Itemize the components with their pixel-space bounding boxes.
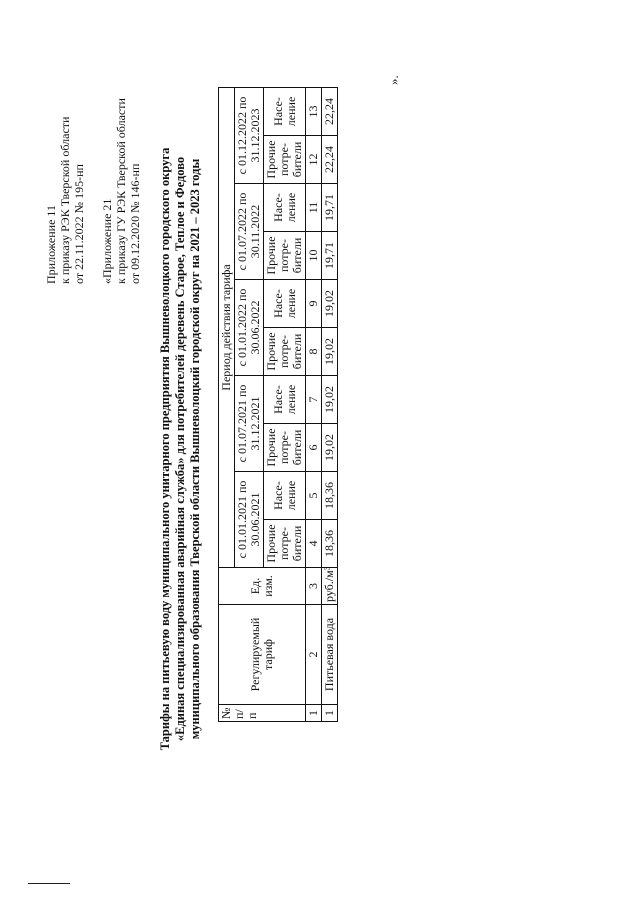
period-4: с 01.07.2022 по 30.11.2022 xyxy=(235,184,264,280)
period-1: с 01.01.2021 по 30.06.2021 xyxy=(235,472,264,568)
document-title xyxy=(158,0,203,898)
col-num-6: 6 xyxy=(306,424,322,472)
sub-other-2: Прочие потре-бители xyxy=(264,424,306,472)
closing-quote: ». xyxy=(386,75,401,85)
col-num-9: 9 xyxy=(306,280,322,328)
sub-other-4: Прочие потре-бители xyxy=(264,232,306,280)
col-num-1: 1 xyxy=(306,705,322,722)
col-num-13: 13 xyxy=(306,87,322,135)
sub-population-3: Насе-ление xyxy=(264,280,306,328)
col-num-11: 11 xyxy=(306,184,322,232)
row-tariff: Питьевая вода xyxy=(322,605,338,705)
value-3: 19,02 xyxy=(322,424,338,472)
header-no: № п/п xyxy=(219,705,306,722)
appendix-11-line1: Приложение 11 xyxy=(44,205,58,284)
col-num-8: 8 xyxy=(306,328,322,376)
sub-population-4: Насе-ление xyxy=(264,184,306,232)
title-line3: муниципального образования Тверской области Вышневолоцкий городской округ на 2021 – 2023 годы xyxy=(188,158,202,740)
appendix-11-header xyxy=(44,117,86,284)
value-8: 19,71 xyxy=(322,184,338,232)
value-4: 19,02 xyxy=(322,376,338,424)
appendix-11-line3: от 22.11.2022 № 195-нп xyxy=(72,164,86,284)
sub-population-5: Насе-ление xyxy=(264,87,306,135)
value-6: 19,02 xyxy=(322,280,338,328)
period-2: с 01.07.2021 по 31.12.2021 xyxy=(235,376,264,472)
value-9: 22,24 xyxy=(322,136,338,184)
col-num-7: 7 xyxy=(306,376,322,424)
appendix-11-line2: к приказу РЭК Тверской области xyxy=(58,116,72,284)
sub-population-1: Насе-ление xyxy=(264,472,306,520)
col-num-3: 3 xyxy=(306,568,322,605)
value-7: 19,71 xyxy=(322,232,338,280)
value-5: 19,02 xyxy=(322,328,338,376)
sub-population-2: Насе-ление xyxy=(264,376,306,424)
appendix-21-line1: «Приложение 21 xyxy=(100,198,114,284)
period-5: с 01.12.2022 по 31.12.2023 xyxy=(235,87,264,183)
appendix-21-header xyxy=(100,98,142,284)
value-2: 18,36 xyxy=(322,472,338,520)
col-num-2: 2 xyxy=(306,605,322,705)
title-line2: «Единая специализированная аварийная служба» для потребителей деревень Старое, Теплое и Федово xyxy=(173,156,187,742)
sub-other-5: Прочие потре-бители xyxy=(264,136,306,184)
tariff-table xyxy=(218,87,338,722)
col-num-12: 12 xyxy=(306,136,322,184)
value-1: 18,36 xyxy=(322,520,338,568)
col-num-5: 5 xyxy=(306,472,322,520)
sub-other-1: Прочие потре-бители xyxy=(264,520,306,568)
appendix-21-line3: от 09.12.2020 № 146-нп xyxy=(128,163,142,284)
header-tariff: Регулируемый тариф xyxy=(219,605,306,705)
row-no: 1 xyxy=(322,705,338,722)
appendix-21-line2: к приказу ГУ РЭК Тверской области xyxy=(114,98,128,284)
column-number-row xyxy=(306,87,322,721)
sub-other-3: Прочие потре-бители xyxy=(264,328,306,376)
header-unit: Ед. изм. xyxy=(219,568,306,605)
header-period: Период действия тарифа xyxy=(219,87,235,567)
value-10: 22,24 xyxy=(322,87,338,135)
col-num-4: 4 xyxy=(306,520,322,568)
table-row xyxy=(322,87,338,721)
title-line1: Тарифы на питьевую воду муниципального унитарного предприятия Вышневолоцкого городского округа xyxy=(158,147,172,751)
header-row-1 xyxy=(219,87,235,721)
col-num-10: 10 xyxy=(306,232,322,280)
row-unit: руб./м³ xyxy=(322,568,338,605)
period-3: с 01.01.2022 по 30.06.2022 xyxy=(235,280,264,376)
